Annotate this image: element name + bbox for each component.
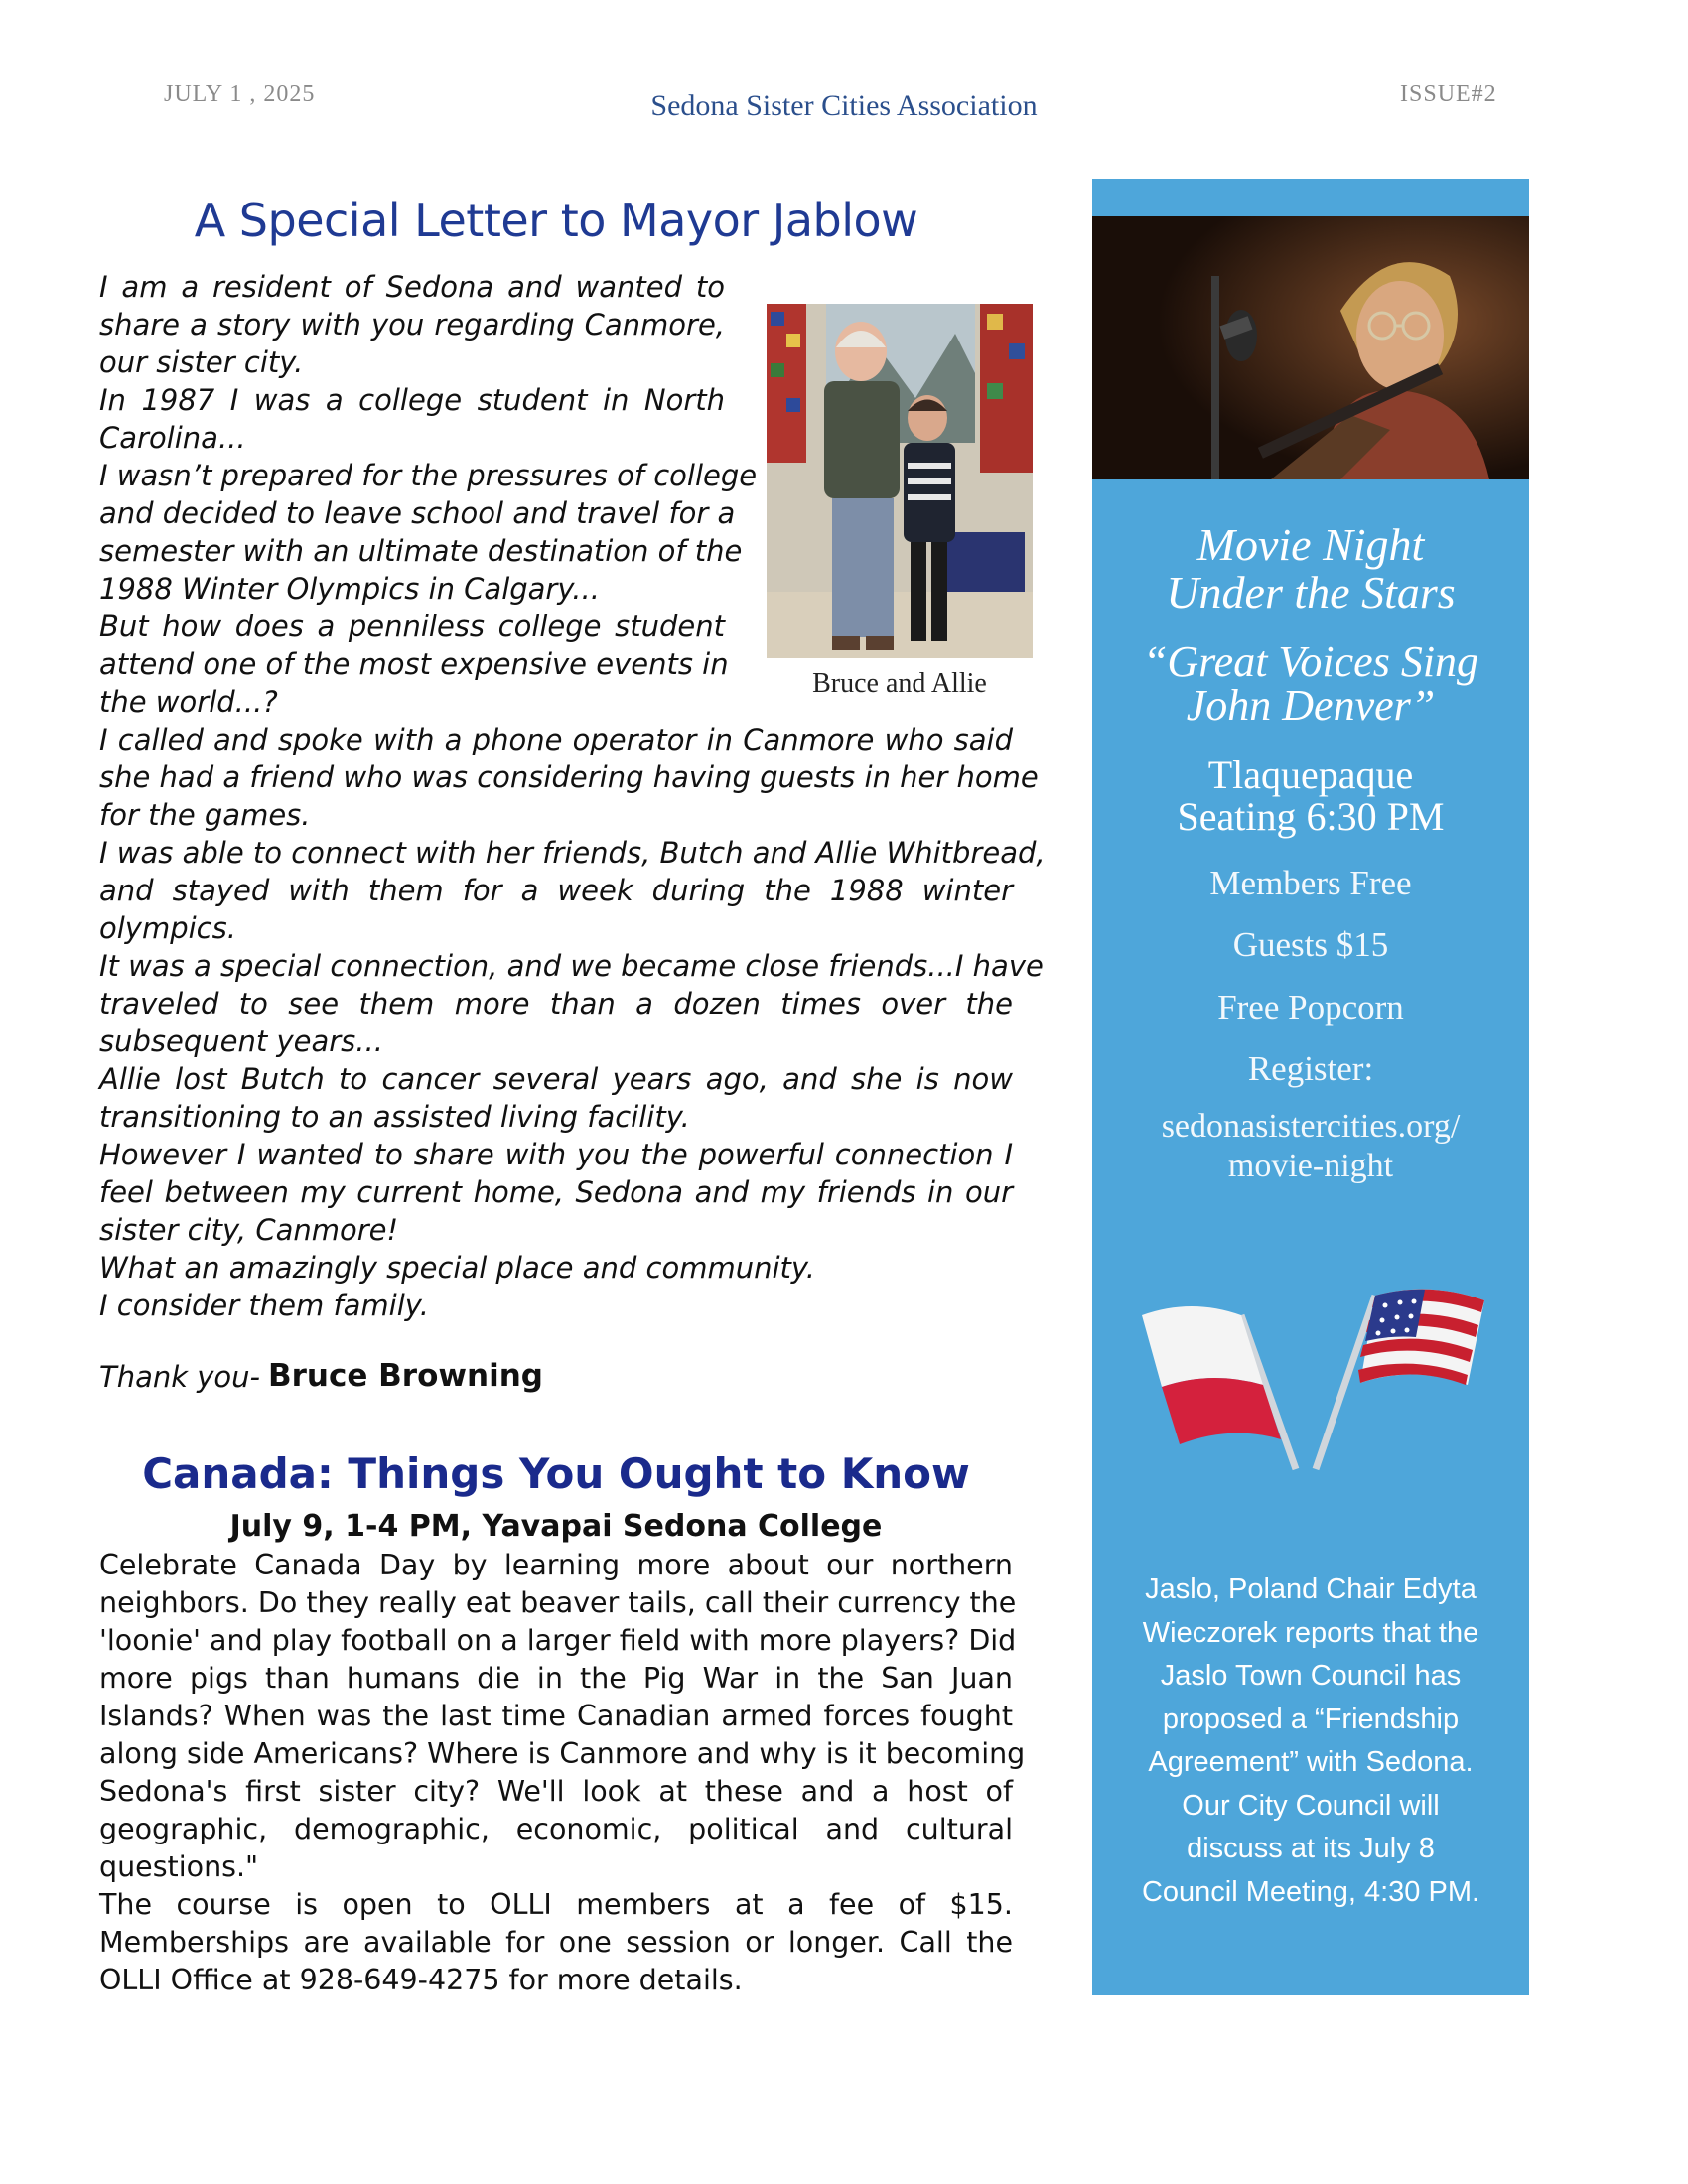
movie-subtitle-line: John Denver” (1186, 681, 1436, 730)
canada-line: 'loonie' and play football on a larger field with more players? Did (99, 1624, 1017, 1657)
letter-line: 1988 Winter Olympics in Calgary... (99, 572, 600, 606)
letter-line: I am a resident of Sedona and wanted to (99, 270, 725, 304)
news-line: discuss at its July 8 (1187, 1833, 1435, 1864)
bruce-and-allie-photo (767, 304, 1033, 658)
letter-line: olympics. (99, 911, 236, 945)
news-line: Jaslo, Poland Chair Edyta (1145, 1573, 1477, 1605)
letter-line: subsequent years... (99, 1024, 383, 1058)
movie-subtitle-line: “Great Voices Sing (1142, 637, 1479, 686)
john-denver-photo (1092, 216, 1529, 479)
news-line: Council Meeting, 4:30 PM. (1141, 1875, 1480, 1908)
news-line: Our City Council will (1182, 1789, 1440, 1822)
venue-line: Seating 6:30 PM (1177, 794, 1445, 839)
letter-line: she had a friend who was considering having guests in her home (99, 760, 1039, 794)
canada-line: along side Americans? Where is Canmore and why is it becoming (99, 1737, 1026, 1770)
letter-line: transitioning to an assisted living facility. (99, 1100, 690, 1134)
letter-line: sister city, Canmore! (99, 1213, 399, 1247)
letter-line: I wasn’t prepared for the pressures of college (99, 459, 758, 492)
letter-line: share a story with you regarding Canmore, (99, 308, 725, 341)
letter-line: traveled to see them more than a dozen times over the (99, 987, 1013, 1021)
movie-subtitle (1092, 637, 1529, 730)
newsletter-title: Sedona Sister Cities Association (650, 89, 1038, 122)
issue-date: JULY 1 , 2025 (164, 81, 316, 107)
register-url-line[interactable]: sedonasistercities.org/ (1161, 1108, 1461, 1145)
canada-line: neighbors. Do they really eat beaver tails, call their currency the (99, 1586, 1017, 1619)
letter-line: feel between my current home, Sedona and my friends in our (99, 1175, 1013, 1209)
news-line: Agreement” with Sedona. (1148, 1746, 1474, 1778)
letter-line: In 1987 I was a college student in North (99, 383, 725, 417)
letter-line: It was a special connection, and we became close friends...I have (99, 949, 1044, 983)
letter-line: attend one of the most expensive events in (99, 647, 729, 681)
movie-night-title (1092, 521, 1529, 616)
canada-line: Islands? When was the last time Canadian armed forces fought (99, 1700, 1013, 1732)
issue-number: ISSUE#2 (1400, 81, 1497, 107)
letter-closing: Thank you- (99, 1360, 261, 1394)
letter-line: the world...? (99, 685, 278, 719)
news-line: Wieczorek reports that the (1142, 1616, 1479, 1649)
register-url-line[interactable]: movie-night (1227, 1148, 1394, 1184)
canada-line: geographic, demographic, economic, political and cultural (99, 1813, 1013, 1845)
news-line: Jaslo Town Council has (1160, 1660, 1462, 1692)
register-label: Register: (1247, 1049, 1374, 1088)
letter-line: I called and spoke with a phone operator in Canmore who said (99, 723, 1013, 756)
letter-line: and decided to leave school and travel for a (99, 496, 736, 530)
letter-line: our sister city. (99, 345, 304, 379)
canada-line: more pigs than humans die in the Pig War in the San Juan (99, 1662, 1013, 1695)
free-popcorn: Free Popcorn (1217, 988, 1404, 1026)
sidebar (1092, 179, 1529, 1995)
register-link[interactable] (1092, 1107, 1529, 1186)
letter-line: Carolina... (99, 421, 246, 455)
venue-line: Tlaquepaque (1207, 752, 1414, 797)
canada-event-details: July 9, 1-4 PM, Yavapai Sedona College (229, 1509, 883, 1544)
canada-line: OLLI Office at 928-649-4275 for more details. (99, 1964, 743, 1996)
canada-heading: Canada: Things You Ought to Know (142, 1449, 970, 1498)
photo-caption: Bruce and Allie (812, 668, 987, 699)
letter-line: semester with an ultimate destination of the (99, 534, 743, 568)
movie-title-line: Movie Night (1196, 519, 1425, 570)
members-price: Members Free (1209, 864, 1412, 902)
letter-signature: Bruce Browning (268, 1358, 543, 1394)
letter-line: and stayed with them for a week during the 1988 winter (99, 874, 1013, 907)
letter-line: I was able to connect with her friends, Butch and Allie Whitbread, (99, 836, 1046, 870)
news-line: proposed a “Friendship (1162, 1703, 1460, 1735)
letter-line: What an amazingly special place and community. (99, 1251, 816, 1285)
canada-line: questions." (99, 1850, 259, 1883)
letter-line: However I wanted to share with you the powerful connection I (99, 1138, 1013, 1171)
letter-line: Allie lost Butch to cancer several years ago, and she is now (99, 1062, 1013, 1096)
movie-title-line: Under the Stars (1166, 567, 1456, 617)
letter-line: I consider them family. (99, 1289, 429, 1322)
movie-venue (1092, 754, 1529, 838)
letter-line: But how does a penniless college student (99, 610, 725, 643)
letter-line: for the games. (99, 798, 311, 832)
canada-line: Sedona's first sister city? We'll look at these and a host of (99, 1775, 1013, 1808)
canada-line: Celebrate Canada Day by learning more about our northern (99, 1549, 1013, 1581)
guests-price: Guests $15 (1232, 925, 1389, 964)
canada-line: Memberships are available for one session or longer. Call the (99, 1926, 1013, 1959)
canada-line: The course is open to OLLI members at a fee of $15. (99, 1888, 1013, 1921)
letter-heading: A Special Letter to Mayor Jablow (194, 194, 918, 247)
jaslo-news (1107, 1569, 1514, 1914)
poland-usa-flags-icon (1122, 1276, 1499, 1474)
